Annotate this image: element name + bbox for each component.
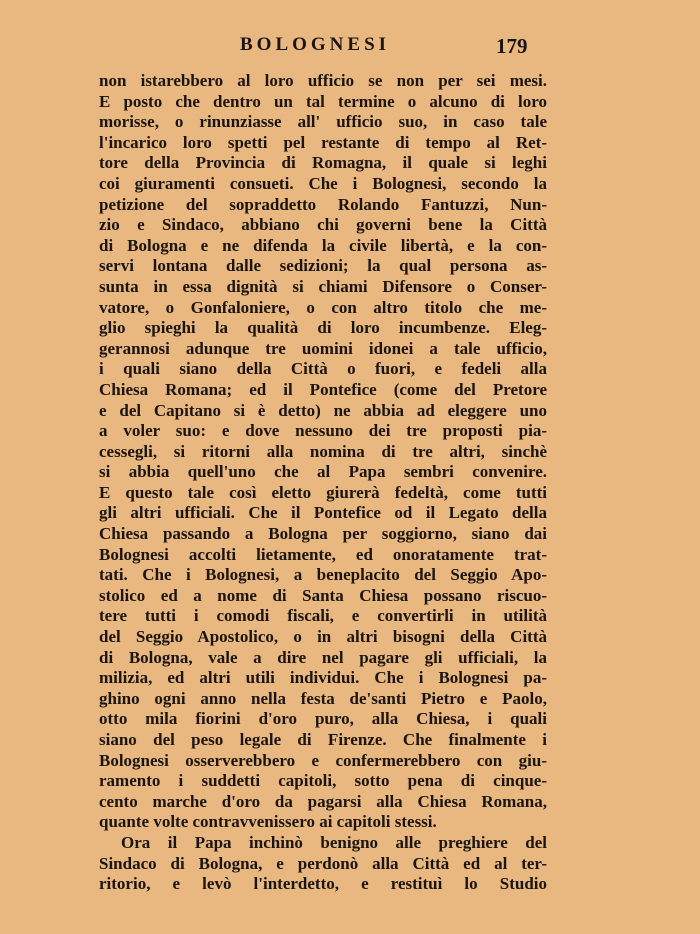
text-line: E questo tale così eletto giurerà fedeltà, come tutti (99, 482, 547, 502)
text-line: tore della Provincia di Romagna, il quale si leghi (99, 153, 547, 173)
text-line: tati. Che i Bolognesi, a beneplacito del Seggio Apo- (99, 565, 547, 585)
text-line: cessegli, si ritorni alla nomina di tre altri, sinchè (99, 441, 547, 461)
text-line: ritorio, e levò l'interdetto, e restituì lo Studio (99, 874, 547, 894)
text-line: Bolognesi accolti lietamente, ed onoratamente trat- (99, 544, 547, 564)
text-line: gli altri ufficiali. Che il Pontefice od il Legato della (99, 503, 547, 523)
text-line: tere tutti i comodi fiscali, e convertirli in utilità (99, 606, 547, 626)
text-line: ramento i suddetti capitoli, sotto pena di cinque- (99, 771, 547, 791)
text-line: petizione del sopraddetto Rolando Fantuzzi, Nun- (99, 194, 547, 214)
text-line: del Seggio Apostolico, o in altri bisogni della Città (99, 627, 547, 647)
text-line: zio e Sindaco, abbiano chi governi bene la Città (99, 215, 547, 235)
text-line: a voler suo: e dove nessuno dei tre proposti pia- (99, 421, 547, 441)
text-line: quante volte contravvenissero ai capitoli stessi. (99, 812, 437, 832)
text-line: l'incarico loro spetti pel restante di tempo al Ret- (99, 132, 547, 152)
text-line: e del Capitano si è detto) ne abbia ad eleggere uno (99, 400, 547, 420)
text-line: i quali siano della Città o fuori, e fedeli alla (99, 359, 547, 379)
text-line: morisse, o rinunziasse all' ufficio suo, in caso tale (99, 112, 547, 132)
text-line: coi giuramenti consueti. Che i Bolognesi, secondo la (99, 173, 547, 193)
body-text (99, 71, 547, 895)
text-line: si abbia quell'uno che al Papa sembri convenire. (99, 462, 547, 482)
text-line: Chiesa Romana; ed il Pontefice (come del Pretore (99, 379, 547, 399)
text-line: cento marche d'oro da pagarsi alla Chiesa Romana, (99, 791, 547, 811)
text-line: servi lontana dalle sedizioni; la qual persona as- (99, 256, 547, 276)
text-line: ghino ogni anno nella festa de'santi Pietro e Paolo, (99, 688, 547, 708)
text-line: milizia, ed altri utili individui. Che i Bolognesi pa- (99, 668, 547, 688)
text-line: E posto che dentro un tal termine o alcuno di loro (99, 91, 547, 111)
text-line: Bolognesi osserverebbero e confermerebbero con giu- (99, 750, 547, 770)
text-line: sunta in essa dignità si chiami Difensore o Conser- (99, 276, 547, 296)
text-line: Ora il Papa inchinò benigno alle preghiere del (121, 832, 547, 852)
text-line: non istarebbero al loro ufficio se non per sei mesi. (99, 71, 547, 90)
text-line: vatore, o Gonfaloniere, o con altro titolo che me- (99, 297, 547, 317)
text-line: stolico ed a nome di Santa Chiesa possano riscuo- (99, 585, 547, 605)
text-line: otto mila fiorini d'oro puro, alla Chiesa, i quali (99, 709, 547, 729)
page-number: 179 (496, 34, 528, 58)
text-line: di Bologna, vale a dire nel pagare gli ufficiali, la (99, 647, 547, 667)
text-line: Sindaco di Bologna, e perdonò alla Città ed al ter- (99, 853, 547, 873)
text-line: glio spieghi la qualità di loro incumbenze. Eleg- (99, 318, 547, 338)
text-line: gerannosi adunque tre uomini idonei a tale ufficio, (99, 338, 547, 358)
text-line: siano del peso legale di Firenze. Che finalmente i (99, 730, 547, 749)
running-head: BOLOGNESI (240, 34, 391, 55)
text-line: Chiesa passando a Bologna per soggiorno, siano dai (99, 524, 547, 544)
text-line: di Bologna e ne difenda la civile libertà, e la con- (99, 235, 547, 255)
